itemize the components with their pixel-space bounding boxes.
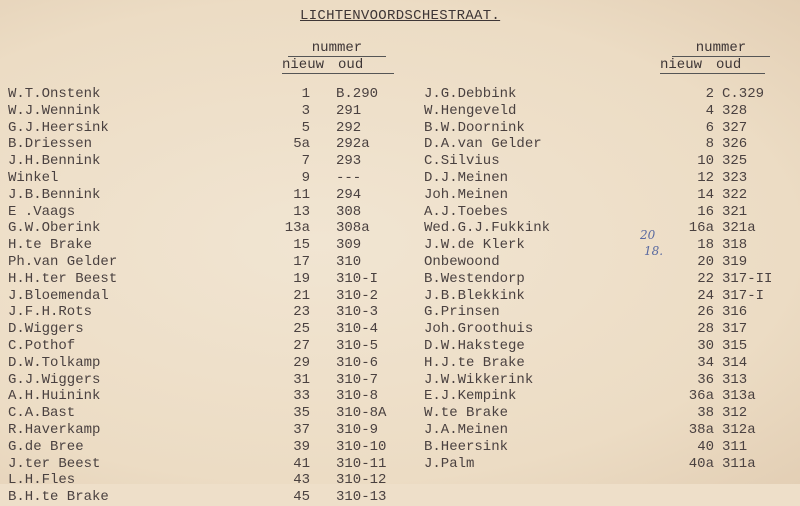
house-number-oud: 325 xyxy=(722,153,748,170)
house-number-oud: 310-2 xyxy=(336,287,379,304)
resident-name: H.H.ter Beest xyxy=(8,270,118,287)
house-number-oud: 310-8A xyxy=(336,405,387,422)
house-number-nieuw: 27 xyxy=(293,337,310,354)
house-number-nieuw: 7 xyxy=(301,153,310,170)
house-number-oud: 319 xyxy=(722,253,748,270)
house-number-oud: 318 xyxy=(722,237,748,254)
house-number-oud: 326 xyxy=(722,136,748,153)
header-nummer: nummer xyxy=(672,40,770,57)
resident-name: G.J.Heersink xyxy=(8,119,109,136)
house-number-nieuw: 9 xyxy=(301,169,310,186)
house-number-nieuw: 10 xyxy=(697,153,714,170)
resident-name: Winkel xyxy=(8,169,59,186)
house-number-nieuw: 31 xyxy=(293,371,310,388)
resident-name: A.J.Toebes xyxy=(424,203,509,220)
house-number-oud: B.290 xyxy=(336,86,379,102)
house-number-oud: 328 xyxy=(722,102,748,119)
resident-name: Onbewoond xyxy=(424,253,500,270)
house-number-oud: 321 xyxy=(722,203,748,220)
resident-name: C.Pothof xyxy=(8,337,76,354)
house-number-nieuw: 8 xyxy=(705,136,714,153)
house-number-nieuw: 38 xyxy=(697,405,714,422)
resident-name: B.Westendorp xyxy=(424,270,525,287)
header-oud: oud xyxy=(338,57,364,73)
house-number-nieuw: 26 xyxy=(697,304,714,321)
house-number-nieuw: 19 xyxy=(293,270,310,287)
house-number-oud: C.329 xyxy=(722,86,765,102)
resident-name: J.ter Beest xyxy=(8,455,101,472)
house-number-nieuw: 33 xyxy=(293,388,310,405)
house-number-oud: 310-6 xyxy=(336,354,379,371)
house-number-oud: 310-5 xyxy=(336,337,379,354)
house-number-nieuw: 4 xyxy=(705,102,714,119)
house-number-nieuw: 41 xyxy=(293,455,310,472)
street-title: LICHTENVOORDSCHESTRAAT. xyxy=(300,8,501,24)
house-number-nieuw: 2 xyxy=(705,86,714,102)
resident-name: W.te Brake xyxy=(424,405,509,422)
handwritten-note: 18. xyxy=(644,244,664,258)
resident-name: Joh.Meinen xyxy=(424,186,509,203)
resident-name: J.Palm xyxy=(424,455,475,472)
header-nieuw: nieuw xyxy=(660,57,703,73)
house-number-nieuw: 38a xyxy=(688,421,714,438)
house-number-nieuw: 24 xyxy=(697,287,714,304)
house-number-oud: 311a xyxy=(722,455,756,472)
house-number-nieuw: 45 xyxy=(293,489,310,506)
resident-name: B.H.te Brake xyxy=(8,489,109,506)
resident-name: G.Prinsen xyxy=(424,304,500,321)
resident-name: D.W.Tolkamp xyxy=(8,354,101,371)
resident-name: Wed.G.J.Fukkink xyxy=(424,220,551,237)
resident-name: J.W.Wikkerink xyxy=(424,371,534,388)
house-number-nieuw: 3 xyxy=(301,102,310,119)
house-number-nieuw: 12 xyxy=(697,169,714,186)
house-number-oud: 308a xyxy=(336,220,370,237)
resident-name: R.Haverkamp xyxy=(8,421,101,438)
house-number-oud: 310-8 xyxy=(336,388,379,405)
resident-name: W.T.Onstenk xyxy=(8,86,101,102)
house-number-nieuw: 28 xyxy=(697,321,714,338)
house-number-nieuw: 13a xyxy=(284,220,310,237)
house-number-nieuw: 29 xyxy=(293,354,310,371)
resident-name: B.W.Doornink xyxy=(424,119,525,136)
house-number-nieuw: 14 xyxy=(697,186,714,203)
house-number-oud: 317-II xyxy=(722,270,773,287)
handwritten-note: 20 xyxy=(640,228,656,242)
house-number-oud: 322 xyxy=(722,186,748,203)
house-number-oud: 310-3 xyxy=(336,304,379,321)
resident-name: G.J.Wiggers xyxy=(8,371,101,388)
house-number-oud: 292a xyxy=(336,136,370,153)
resident-name: Ph.van Gelder xyxy=(8,253,118,270)
house-number-oud: 291 xyxy=(336,102,362,119)
header-nummer: nummer xyxy=(288,40,386,57)
house-number-nieuw: 40a xyxy=(688,455,714,472)
resident-name: B.Driessen xyxy=(8,136,93,153)
resident-name: J.B.Bennink xyxy=(8,186,101,203)
resident-name: J.A.Meinen xyxy=(424,421,509,438)
house-number-oud: 310-9 xyxy=(336,421,379,438)
resident-name: W.Hengeveld xyxy=(424,102,517,119)
house-number-oud: 317 xyxy=(722,321,748,338)
resident-name: J.G.Debbink xyxy=(424,86,517,102)
house-number-nieuw: 1 xyxy=(301,86,310,102)
house-number-nieuw: 6 xyxy=(705,119,714,136)
house-number-nieuw: 16a xyxy=(688,220,714,237)
house-number-oud: 313a xyxy=(722,388,756,405)
resident-name: J.W.de Klerk xyxy=(424,237,525,254)
resident-name: G.W.Oberink xyxy=(8,220,101,237)
house-number-oud: 294 xyxy=(336,186,362,203)
house-number-oud: 310-7 xyxy=(336,371,379,388)
house-number-oud: --- xyxy=(336,169,362,186)
house-number-oud: 310-11 xyxy=(336,455,387,472)
house-number-oud: 308 xyxy=(336,203,362,220)
house-number-nieuw: 43 xyxy=(293,472,310,489)
house-number-nieuw: 40 xyxy=(697,438,714,455)
house-number-nieuw: 5a xyxy=(293,136,310,153)
left-column-header xyxy=(282,40,394,74)
resident-name: D.W.Hakstege xyxy=(424,337,525,354)
house-number-nieuw: 39 xyxy=(293,438,310,455)
resident-name: D.A.van Gelder xyxy=(424,136,542,153)
house-number-oud: 327 xyxy=(722,119,748,136)
resident-name: J.Bloemendal xyxy=(8,287,109,304)
resident-name: A.H.Huinink xyxy=(8,388,101,405)
house-number-oud: 323 xyxy=(722,169,748,186)
house-number-oud: 311 xyxy=(722,438,748,455)
house-number-nieuw: 30 xyxy=(697,337,714,354)
house-number-nieuw: 25 xyxy=(293,321,310,338)
house-number-oud: 316 xyxy=(722,304,748,321)
house-number-oud: 309 xyxy=(336,237,362,254)
header-nieuw: nieuw xyxy=(282,57,325,73)
house-number-nieuw: 35 xyxy=(293,405,310,422)
house-number-nieuw: 16 xyxy=(697,203,714,220)
house-number-oud: 312a xyxy=(722,421,756,438)
house-number-nieuw: 20 xyxy=(697,253,714,270)
house-number-oud: 321a xyxy=(722,220,756,237)
resident-name: B.Heersink xyxy=(424,438,509,455)
house-number-oud: 313 xyxy=(722,371,748,388)
resident-name: H.te Brake xyxy=(8,237,93,254)
house-number-nieuw: 21 xyxy=(293,287,310,304)
house-number-nieuw: 37 xyxy=(293,421,310,438)
resident-name: C.A.Bast xyxy=(8,405,76,422)
house-number-oud: 310-I xyxy=(336,270,379,287)
house-number-oud: 292 xyxy=(336,119,362,136)
house-number-oud: 310-12 xyxy=(336,472,387,489)
resident-name: J.F.H.Rots xyxy=(8,304,93,321)
house-number-nieuw: 17 xyxy=(293,253,310,270)
house-number-nieuw: 22 xyxy=(697,270,714,287)
house-number-oud: 310-4 xyxy=(336,321,379,338)
resident-name: J.H.Bennink xyxy=(8,153,101,170)
resident-name: E .Vaags xyxy=(8,203,76,220)
house-number-nieuw: 13 xyxy=(293,203,310,220)
house-number-oud: 293 xyxy=(336,153,362,170)
resident-name: Joh.Groothuis xyxy=(424,321,534,338)
house-number-oud: 314 xyxy=(722,354,748,371)
house-number-nieuw: 18 xyxy=(697,237,714,254)
house-number-oud: 310-13 xyxy=(336,489,387,506)
house-number-oud: 310-10 xyxy=(336,438,387,455)
resident-name: C.Silvius xyxy=(424,153,500,170)
resident-name: L.H.Fles xyxy=(8,472,76,489)
house-number-nieuw: 36a xyxy=(688,388,714,405)
resident-name: E.J.Kempink xyxy=(424,388,517,405)
right-column-header xyxy=(660,40,770,74)
house-number-nieuw: 34 xyxy=(697,354,714,371)
house-number-oud: 315 xyxy=(722,337,748,354)
resident-name: D.Wiggers xyxy=(8,321,84,338)
resident-name: J.B.Blekkink xyxy=(424,287,525,304)
house-number-nieuw: 23 xyxy=(293,304,310,321)
house-number-oud: 317-I xyxy=(722,287,765,304)
resident-name: G.de Bree xyxy=(8,438,84,455)
resident-name: H.J.te Brake xyxy=(424,354,525,371)
house-number-nieuw: 11 xyxy=(293,186,310,203)
house-number-nieuw: 5 xyxy=(301,119,310,136)
house-number-oud: 310 xyxy=(336,253,362,270)
house-number-nieuw: 15 xyxy=(293,237,310,254)
resident-name: D.J.Meinen xyxy=(424,169,509,186)
header-oud: oud xyxy=(716,57,742,73)
house-number-nieuw: 36 xyxy=(697,371,714,388)
resident-name: W.J.Wennink xyxy=(8,102,101,119)
house-number-oud: 312 xyxy=(722,405,748,422)
